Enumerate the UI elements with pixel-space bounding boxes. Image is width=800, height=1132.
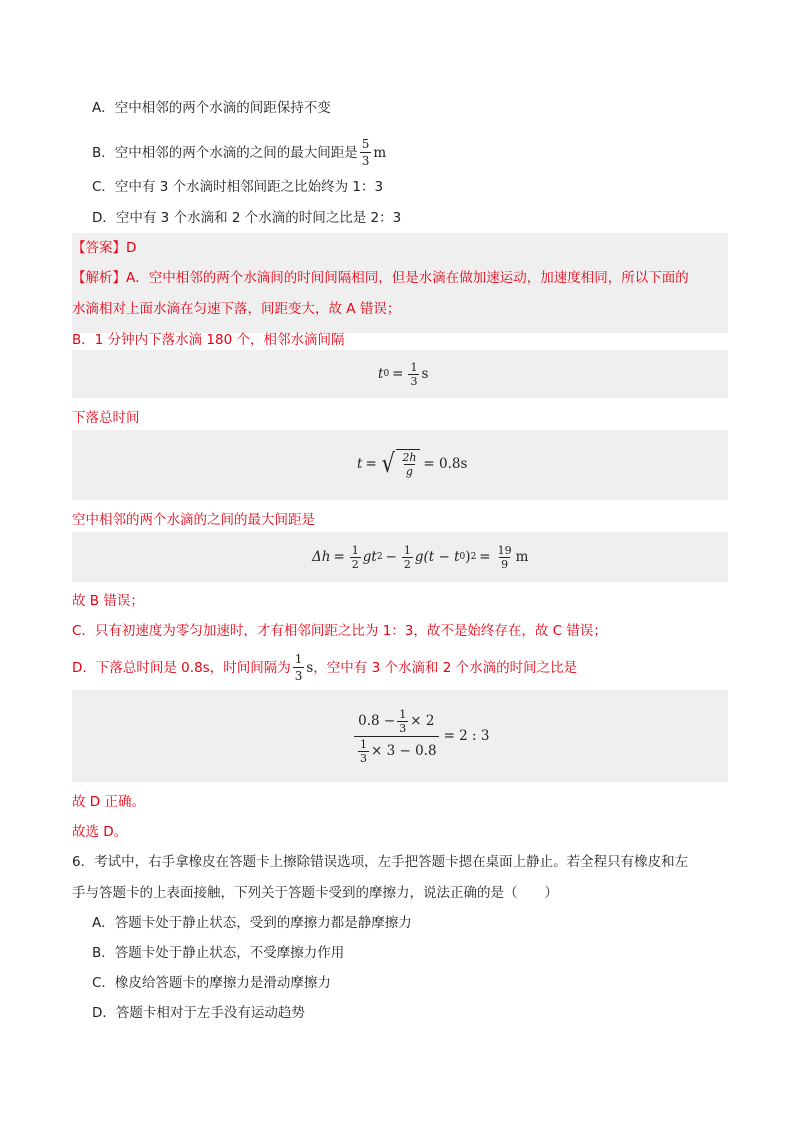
analysis-text: ，空中有 3 个水滴和 2 个水滴的时间之比是 bbox=[313, 659, 578, 676]
fraction bbox=[408, 362, 419, 387]
analysis-line: 下落总时间 bbox=[72, 410, 140, 426]
equation-term: × 2 bbox=[410, 713, 435, 729]
equation-symbol: t bbox=[357, 456, 363, 472]
equation-result: = 2 : 3 bbox=[443, 728, 490, 744]
fraction bbox=[402, 545, 413, 570]
analysis-line: 故选 D。 bbox=[72, 824, 128, 840]
fraction-denominator: 3 bbox=[410, 374, 418, 388]
equals-sign: = bbox=[479, 549, 491, 565]
equation-max-distance bbox=[312, 538, 528, 576]
fraction bbox=[400, 452, 418, 477]
fraction-numerator: 1 bbox=[410, 360, 418, 374]
question-6-stem: 6．考试中，右手拿橡皮在答题卡上擦除错误选项，左手把答题卡摁在桌面上静止。若全程只有橡皮和左 bbox=[72, 854, 689, 870]
fraction-denominator: 3 bbox=[361, 154, 370, 168]
unit: s bbox=[421, 366, 429, 382]
equation-result: = 0.8s bbox=[423, 456, 468, 472]
analysis-line: 空中相邻的两个水滴的之间的最大间距是 bbox=[72, 512, 315, 528]
equation-t0 bbox=[378, 356, 428, 392]
superscript: 2 bbox=[470, 552, 477, 562]
equation-subscript: 0 bbox=[459, 552, 466, 562]
analysis-line: 故 D 正确。 bbox=[72, 794, 145, 810]
fraction-numerator: 19 bbox=[497, 543, 512, 557]
fraction-numerator: 1 bbox=[294, 652, 303, 666]
equation-symbol: t bbox=[378, 366, 384, 382]
equation-term: ) bbox=[465, 549, 471, 565]
analysis-text: D．下落总时间是 0.8s，时间间隔为 bbox=[72, 659, 291, 676]
fraction-denominator: g bbox=[405, 465, 413, 478]
fraction bbox=[360, 137, 372, 168]
equals-sign: = bbox=[365, 456, 377, 472]
fraction bbox=[358, 739, 369, 764]
fraction-denominator: 9 bbox=[501, 557, 509, 571]
fraction bbox=[293, 652, 305, 683]
analysis-line: 故 B 错误； bbox=[72, 593, 144, 609]
analysis-line: C．只有初速度为零匀加速时，才有相邻间距之比为 1：3，故不是始终存在，故 C 错误； bbox=[72, 623, 607, 639]
equation-symbol: Δh bbox=[312, 549, 331, 565]
equals-sign: = bbox=[333, 549, 345, 565]
analysis-line: B．1 分钟内下落水滴 180 个，相邻水滴间隔 bbox=[72, 332, 345, 348]
fraction-numerator: 1 bbox=[351, 543, 359, 557]
option-b-prev-text: B．空中相邻的两个水滴的之间的最大间距是 bbox=[92, 144, 358, 161]
equation-term: 0.8 − bbox=[358, 713, 396, 729]
unit: m bbox=[515, 549, 529, 565]
option-c-prev: C．空中有 3 个水滴时相邻间距之比始终为 1：3 bbox=[92, 179, 384, 195]
fraction-denominator: 3 bbox=[360, 751, 367, 765]
superscript: 2 bbox=[376, 552, 383, 562]
fraction bbox=[496, 545, 514, 570]
fraction-numerator: 1 bbox=[399, 707, 407, 721]
option-a: A．答题卡处于静止状态，受到的摩擦力都是静摩擦力 bbox=[92, 915, 412, 931]
option-c: C．橡皮给答题卡的摩擦力是滑动摩擦力 bbox=[92, 975, 331, 991]
fraction-numerator: 2h bbox=[402, 451, 417, 464]
fraction-denominator: 2 bbox=[351, 557, 359, 571]
option-a-prev: A．空中相邻的两个水滴的间距保持不变 bbox=[92, 100, 331, 116]
equation-term: g(t − t bbox=[414, 549, 460, 565]
fraction-numerator: 1 bbox=[360, 737, 367, 751]
fraction-numerator: 5 bbox=[361, 137, 370, 151]
fraction-denominator: 3 bbox=[399, 721, 407, 735]
equation-term: gt bbox=[362, 549, 377, 565]
fraction bbox=[350, 545, 361, 570]
analysis-line bbox=[72, 652, 577, 683]
equation-term: × 3 − 0.8 bbox=[371, 743, 437, 759]
option-b: B．答题卡处于静止状态，不受摩擦力作用 bbox=[92, 945, 345, 961]
unit: s bbox=[306, 659, 314, 676]
radical-icon: √ bbox=[381, 449, 395, 479]
square-root bbox=[380, 449, 421, 479]
option-d: D．答题卡相对于左手没有运动趋势 bbox=[92, 1005, 305, 1021]
equals-sign: = bbox=[392, 366, 404, 382]
fraction-denominator: 2 bbox=[403, 557, 411, 571]
option-b-prev bbox=[92, 137, 386, 168]
question-6-stem: 手与答题卡的上表面接触，下列关于答题卡受到的摩擦力，说法正确的是（ ） bbox=[72, 885, 558, 901]
analysis-line: 【解析】A．空中相邻的两个水滴间的时间间隔相同，但是水滴在做加速运动，加速度相同，所以下面的 bbox=[72, 270, 689, 286]
fraction-denominator bbox=[354, 736, 439, 764]
fraction bbox=[397, 709, 408, 734]
equation-subscript: 0 bbox=[383, 369, 390, 379]
fraction-denominator: 3 bbox=[294, 669, 303, 683]
fraction-numerator bbox=[356, 709, 436, 736]
unit: m bbox=[373, 144, 387, 161]
compound-fraction bbox=[354, 709, 439, 764]
fraction-numerator: 1 bbox=[403, 543, 411, 557]
equation-time-ratio bbox=[352, 697, 489, 775]
equation-total-time bbox=[357, 444, 467, 484]
minus-sign: − bbox=[385, 549, 397, 565]
answer-label: 【答案】D bbox=[72, 240, 137, 256]
analysis-line: 水滴相对上面水滴在匀速下落，间距变大，故 A 错误； bbox=[72, 301, 401, 317]
option-d-prev: D．空中有 3 个水滴和 2 个水滴的时间之比是 2：3 bbox=[92, 210, 402, 226]
